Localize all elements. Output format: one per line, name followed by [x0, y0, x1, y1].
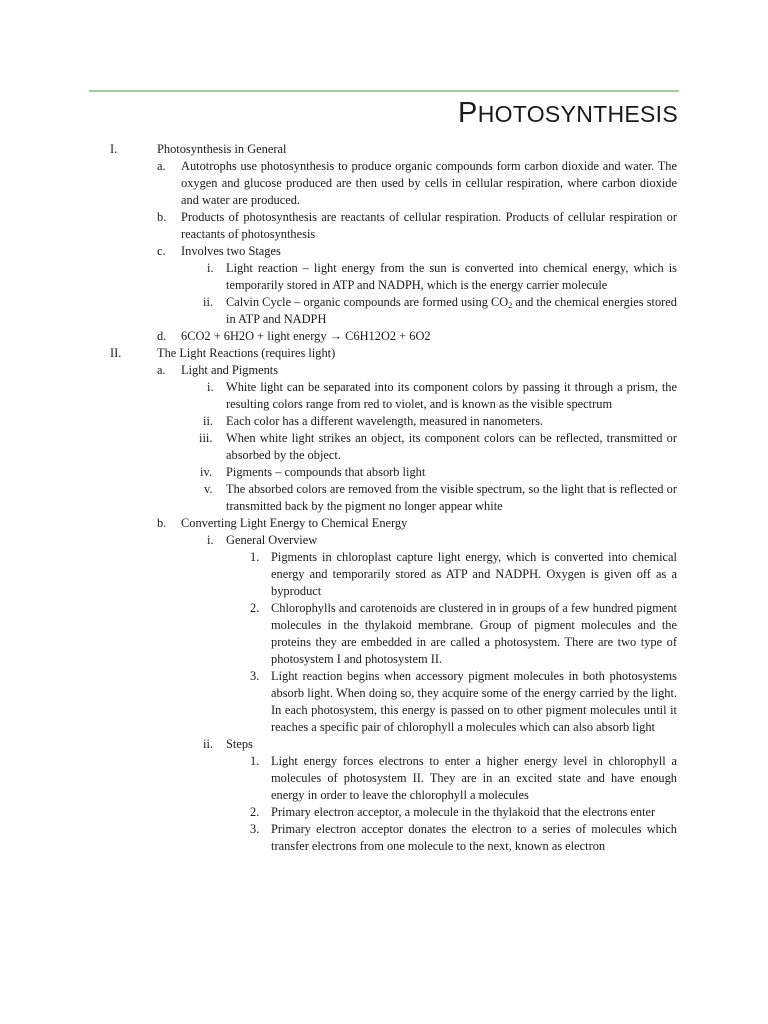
list-item	[0, 158, 768, 209]
step-label: 3.	[250, 822, 260, 836]
step-item	[0, 549, 768, 600]
list-item	[0, 328, 768, 345]
step-label: 1.	[250, 754, 260, 768]
item-text: Converting Light Energy to Chemical Energy	[181, 516, 408, 530]
step-item	[0, 600, 768, 668]
step-item	[0, 668, 768, 736]
sub-item	[0, 481, 768, 515]
section-number: I.	[110, 142, 118, 156]
sub-item-label: ii.	[203, 295, 213, 309]
step-item	[0, 753, 768, 804]
item-label: d.	[157, 329, 167, 343]
sub-item-text: The absorbed colors are removed from the visible spectrum, so the light that is reflected or transmitted back by the pigment no longer appear white	[226, 482, 677, 513]
sub-item-text: Light reaction – light energy from the sun is converted into chemical energy, which is temporarily stored in ATP and NADPH, which is the energy carrier molecule	[226, 261, 677, 292]
item-label: c.	[157, 244, 166, 258]
sub-item-label: v.	[204, 482, 213, 496]
list-item	[0, 243, 768, 260]
step-text: Primary electron acceptor donates the electron to a series of molecules which transfer electrons from one molecule to the next, known as electron	[271, 822, 677, 853]
sub-item-text: Steps	[226, 737, 253, 751]
step-text: Pigments in chloroplast capture light energy, which is converted into chemical energy and temporarily stored as ATP and NADPH. Oxygen is given off as a byproduct	[271, 550, 677, 598]
step-label: 2.	[250, 805, 260, 819]
item-text: Involves two Stages	[181, 244, 281, 258]
item-label: a.	[157, 363, 166, 377]
sub-item	[0, 736, 768, 753]
item-label: b.	[157, 210, 167, 224]
sub-item-label: iii.	[199, 431, 213, 445]
sub-item	[0, 379, 768, 413]
page-title	[458, 97, 678, 130]
sub-item	[0, 464, 768, 481]
sub-item-text	[226, 294, 677, 328]
item-text: Light and Pigments	[181, 363, 279, 377]
document-body	[0, 141, 768, 855]
header-rule	[89, 90, 679, 92]
sub-item-label: i.	[207, 533, 214, 547]
section-heading	[0, 345, 768, 362]
sub-item-label: ii.	[203, 414, 213, 428]
sub-item-label: iv.	[200, 465, 212, 479]
step-item	[0, 804, 768, 821]
sub-item	[0, 413, 768, 430]
sub-item-text: Pigments – compounds that absorb light	[226, 465, 426, 479]
section-number: II.	[110, 346, 122, 360]
sub-item-text: When white light strikes an object, its component colors can be reflected, transmitted or absorbed by the object.	[226, 431, 677, 462]
item-label: b.	[157, 516, 167, 530]
sub-item-text: General Overview	[226, 533, 318, 547]
photosynthesis-equation: 6CO2 + 6H2O + light energy → C6H12O2 + 6O2	[181, 329, 431, 343]
step-text: Light energy forces electrons to enter a higher energy level in chlorophyll a molecules of photosystem II. They are in an excited state and have enough energy in order to leave the chlorophyll a molecules	[271, 754, 677, 802]
sub-item	[0, 532, 768, 549]
step-label: 3.	[250, 669, 260, 683]
sub-item-text: White light can be separated into its component colors by passing it through a prism, the resulting colors range from red to violet, and is known as the visible spectrum	[226, 380, 677, 411]
step-label: 2.	[250, 601, 260, 615]
step-text: Light reaction begins when accessory pigment molecules in both photosystems absorb light. When doing so, they acquire some of the energy carried by the light. In each photosystem, this energy is passed on to other pigment molecules until it reaches a specific pair of chlorophyll a molecules which can also absorb light	[271, 669, 677, 734]
sub-item-label: ii.	[203, 737, 213, 751]
list-item	[0, 209, 768, 243]
sub-item-label: i.	[207, 261, 214, 275]
list-item	[0, 515, 768, 532]
calvin-text-pre: Calvin Cycle – organic compounds are formed using CO	[226, 295, 509, 309]
sub-item	[0, 260, 768, 294]
step-item	[0, 821, 768, 855]
section-title: The Light Reactions (requires light)	[157, 346, 336, 360]
step-text: Primary electron acceptor, a molecule in the thylakoid that the electrons enter	[271, 805, 656, 819]
section-title: Photosynthesis in General	[157, 142, 287, 156]
item-text: Products of photosynthesis are reactants of cellular respiration. Products of cellular respiration or reactants of photosynthesis	[181, 210, 677, 241]
list-item	[0, 362, 768, 379]
step-label: 1.	[250, 550, 260, 564]
step-text: Chlorophylls and carotenoids are clustered in in groups of a few hundred pigment molecules in the thylakoid membrane. Group of pigment molecules and the proteins they are embedded in are called a photosystem. There are two type of photosystem I and photosystem II.	[271, 601, 677, 666]
item-label: a.	[157, 159, 166, 173]
title-initial: P	[458, 97, 478, 129]
title-rest: HOTOSYNTHESIS	[477, 101, 678, 127]
sub-item-text: Each color has a different wavelength, measured in nanometers.	[226, 414, 543, 428]
calvin-text-post: and the chemical energies stored in ATP and NADPH	[226, 295, 677, 326]
calvin-subscript: 2	[508, 301, 513, 310]
item-text: Autotrophs use photosynthesis to produce organic compounds form carbon dioxide and water. The oxygen and glucose produced are then used by cells in cellular respiration, where carbon dioxide and water are produced.	[181, 159, 677, 207]
section-heading	[0, 141, 768, 158]
sub-item	[0, 294, 768, 328]
sub-item	[0, 430, 768, 464]
sub-item-label: i.	[207, 380, 214, 394]
